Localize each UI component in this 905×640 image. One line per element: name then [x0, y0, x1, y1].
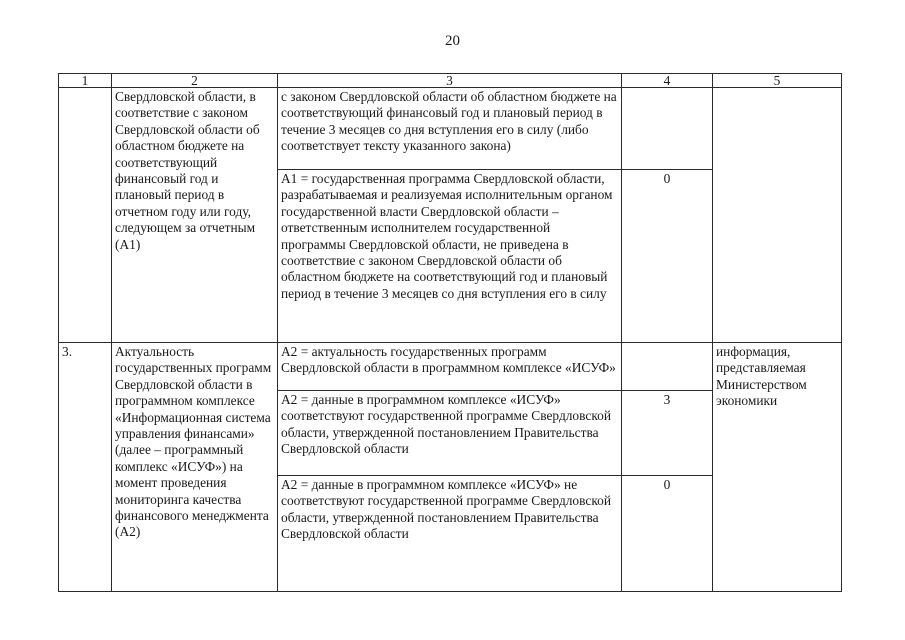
row1-score-cell: 0 — [622, 170, 713, 343]
table-row — [59, 88, 842, 170]
header-col-5: 5 — [713, 74, 842, 88]
row2-condition-cell: А2 = данные в программном комплексе «ИСУФ» не соответствуют государственной программе Свердловской области, утвержденной постановлением Правительства Свердловской области — [278, 476, 622, 592]
row2-condition-cell: А2 = актуальность государственных программ Свердловской области в программном комплексе «ИСУФ» — [278, 343, 622, 391]
header-col-2: 2 — [112, 74, 278, 88]
row1-score-cell — [622, 88, 713, 170]
row2-score-cell: 0 — [622, 476, 713, 592]
row2-indicator-cell: Актуальность государственных программ Свердловской области в программном комплексе «Информационная система управления финансами» (далее – программный комплекс «ИСУФ») на момент проведения мониторинга качества финансового менеджмента (А2) — [112, 343, 278, 592]
table-header-row — [59, 74, 842, 88]
row2-source-cell: информация, представляемая Министерством экономики — [713, 343, 842, 592]
page-number: 20 — [445, 33, 460, 49]
row2-condition-cell: А2 = данные в программном комплексе «ИСУФ» соответствуют государственной программе Свердловской области, утвержденной постановлением Правительства Свердловской области — [278, 391, 622, 476]
row2-score-cell — [622, 343, 713, 391]
criteria-table — [58, 73, 842, 592]
row2-score-cell: 3 — [622, 391, 713, 476]
row1-source-cell — [713, 88, 842, 343]
table-row — [59, 343, 842, 391]
row1-condition-cell: А1 = государственная программа Свердловской области, разрабатываемая и реализуемая исполнительным органом государственной власти Свердловской области – ответственным исполнителем государственной программы Свердловской области, не приведена в соответствие с законом Свердловской области об областном бюджете на соответствующий год и плановый период в течение 3 месяцев со дня вступления его в силу — [278, 170, 622, 343]
header-col-4: 4 — [622, 74, 713, 88]
header-col-1: 1 — [59, 74, 112, 88]
row1-number-cell — [59, 88, 112, 343]
row2-number-cell: 3. — [59, 343, 112, 592]
row1-condition-cell: с законом Свердловской области об областном бюджете на соответствующий финансовый год и плановый период в течение 3 месяцев со дня вступления его в силу (либо соответствует тексту указанного закона) — [278, 88, 622, 170]
header-col-3: 3 — [278, 74, 622, 88]
row1-indicator-cell: Свердловской области, в соответствие с законом Свердловской области об областном бюджете на соответствующий финансовый год и плановый период в отчетном году или году, следующем за отчетным (А1) — [112, 88, 278, 343]
